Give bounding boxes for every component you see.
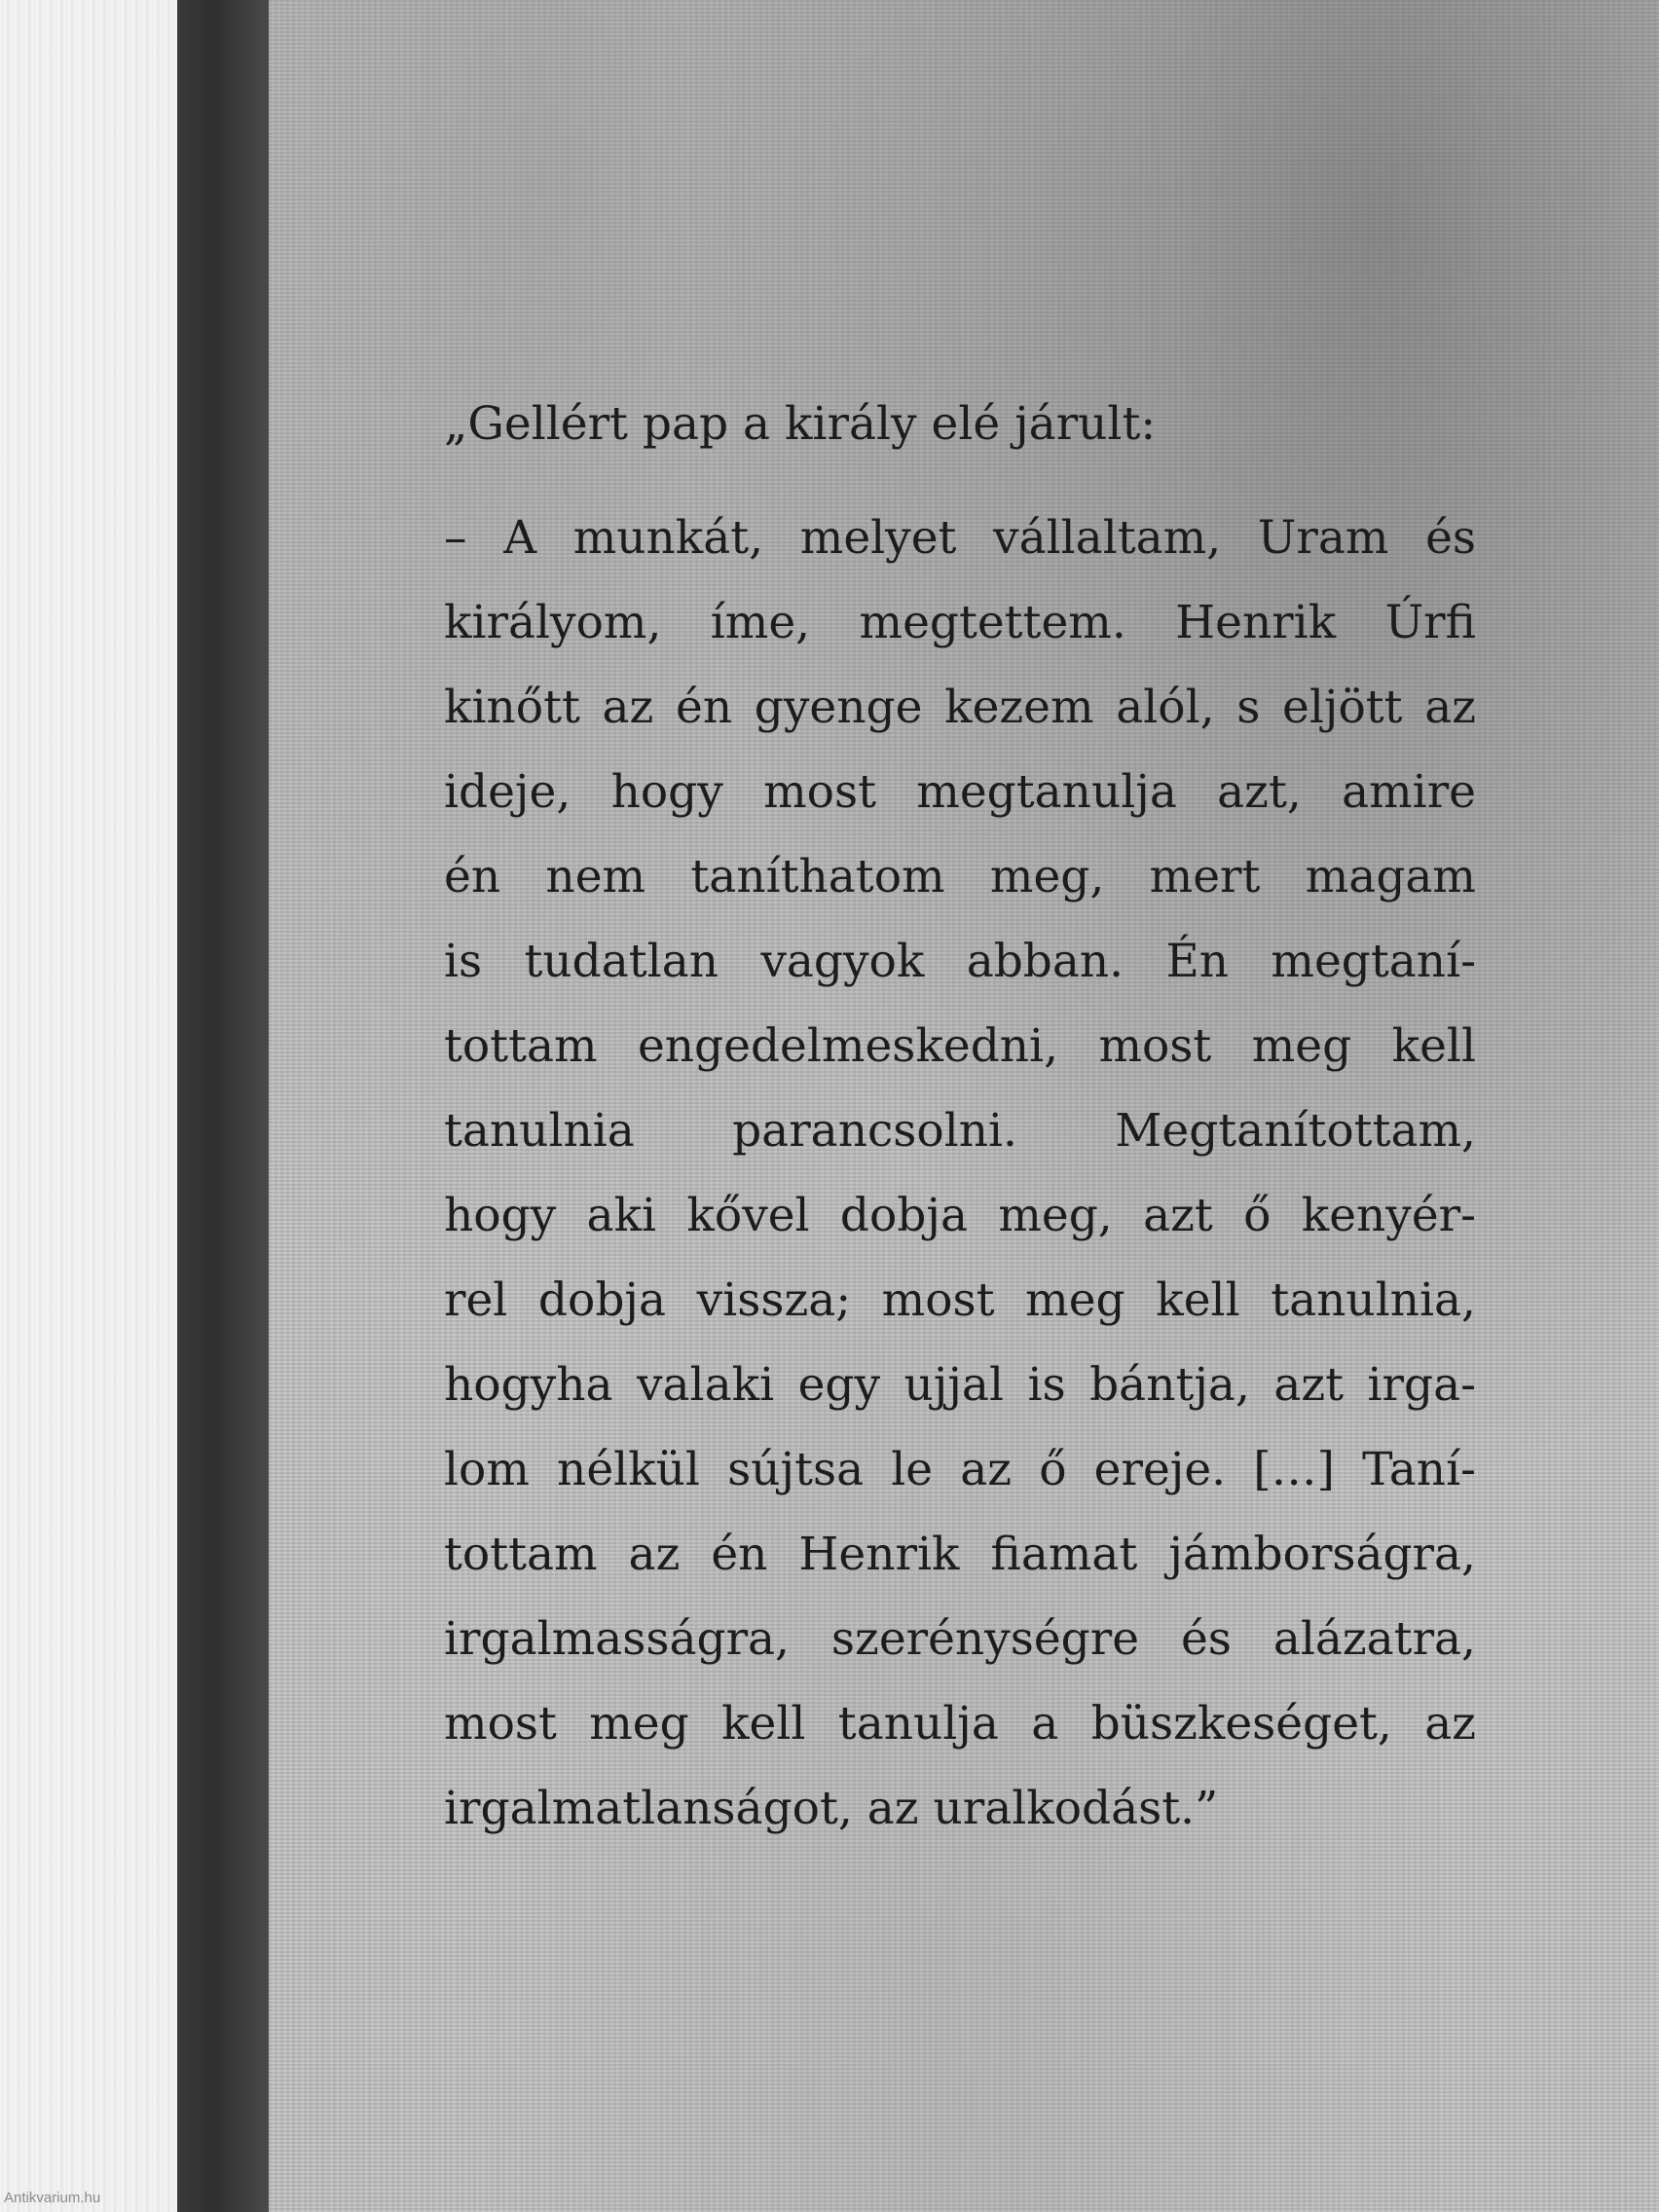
text-line-8: tottam engedelmeskedni, most meg kell xyxy=(444,1019,1476,1073)
text-line-2: – A munkát, melyet vállaltam, Uram és xyxy=(444,511,1476,565)
quote-text xyxy=(444,382,1476,1851)
text-line-3: királyom, íme, megtettem. Henrik Úrfi xyxy=(444,596,1476,649)
text-line-9: tanulnia parancsolni. Megtanítottam, xyxy=(444,1104,1476,1158)
book-spine xyxy=(177,0,269,2212)
text-line-13: lom nélkül sújtsa le az ő ereje. […] Taní- xyxy=(444,1443,1476,1496)
text-line-7: is tudatlan vagyok abban. Én megtaní- xyxy=(444,935,1476,988)
page-edges xyxy=(0,0,195,2212)
text-line-17: irgalmatlanságot, az uralkodást.” xyxy=(444,1782,1219,1835)
text-line-5: ideje, hogy most megtanulja azt, amire xyxy=(444,765,1476,819)
text-line-4: kinőtt az én gyenge kezem alól, s eljött az xyxy=(444,681,1476,734)
watermark: Antikvarium.hu xyxy=(4,2190,101,2206)
text-line-16: most meg kell tanulja a büszkeséget, az xyxy=(444,1697,1476,1751)
text-line-15: irgalmasságra, szerénységre és alázatra, xyxy=(444,1612,1476,1666)
text-line-1: „Gellért pap a király elé járult: xyxy=(444,397,1157,451)
text-line-12: hogyha valaki egy ujjal is bántja, azt irga- xyxy=(444,1358,1476,1412)
text-line-10: hogy aki kővel dobja meg, azt ő kenyér- xyxy=(444,1189,1476,1242)
text-line-14: tottam az én Henrik fiamat jámborságra, xyxy=(444,1528,1476,1581)
text-line-6: én nem taníthatom meg, mert magam xyxy=(444,850,1476,903)
text-line-11: rel dobja vissza; most meg kell tanulnia, xyxy=(444,1273,1476,1327)
